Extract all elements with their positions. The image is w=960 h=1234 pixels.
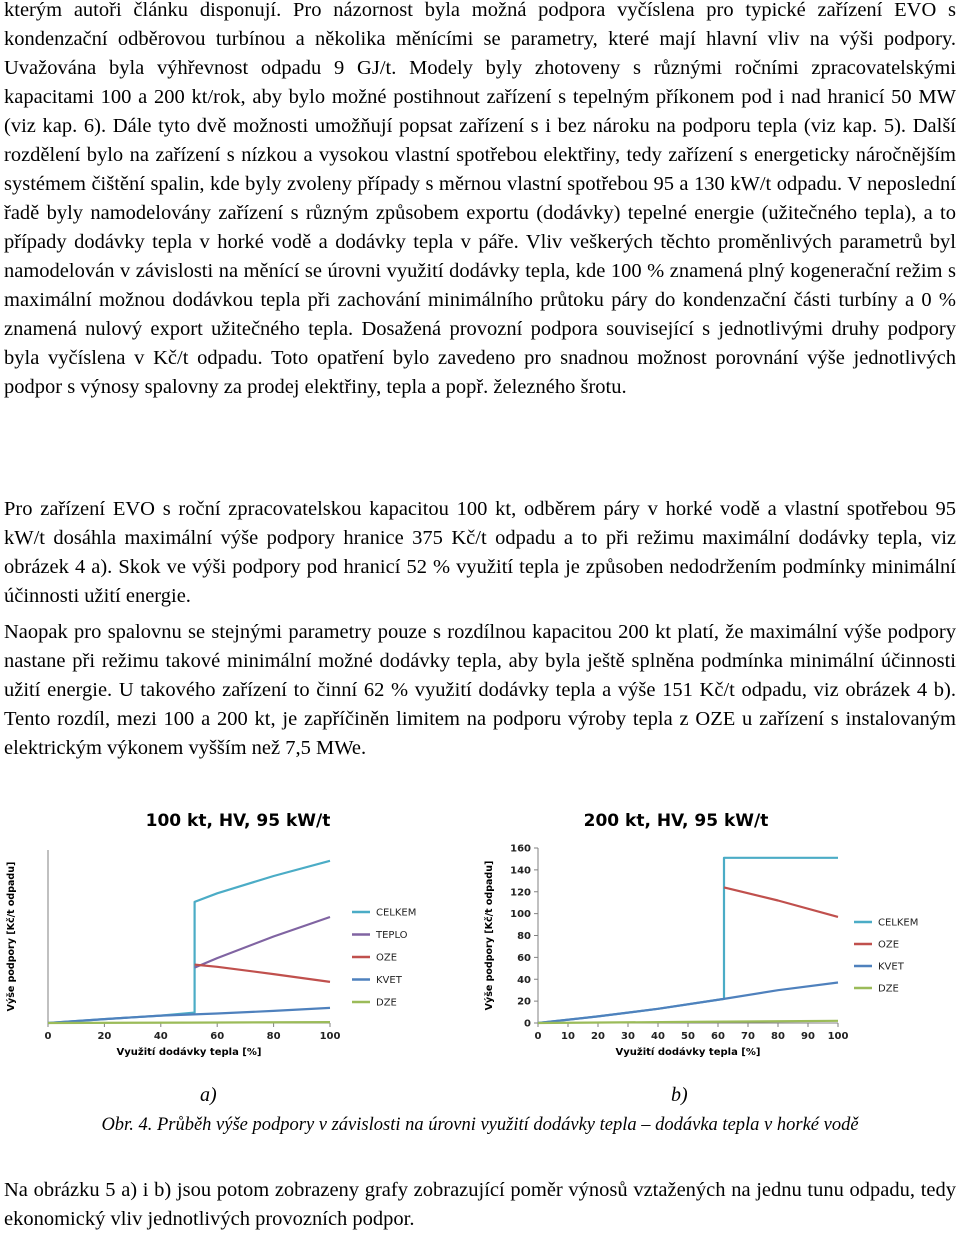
chart-100kt [0,802,417,1058]
chart-1-y-axis-label: Výše podpory [Kč/t odpadu] [484,860,495,1011]
chart-1-series-celkem [538,858,838,1023]
chart-1-title: 200 kt, HV, 95 kW/t [583,811,769,831]
chart-0-x-tick-label: 40 [153,1031,168,1042]
chart-0-legend-label-kvet: KVET [376,975,402,986]
chart-0-series-celkem [48,861,330,1023]
paragraph-200kt: Naopak pro spalovnu se stejnými parametry pouze s rozdílnou kapacitou 200 kt platí, že maximální výše podpory nastane při režimu takové minimální možné dodávky tepla, aby byla ještě splněna podmínka minimální účinnosti užití energie. U takového zařízení to činní 62 % využití dodávky tepla a výše 151 Kč/t odpadu, viz obrázek 4 b). Tento rozdíl, mezi 100 a 200 kt, je zapříčiněn limitem na podporu výroby tepla z OZE u zařízení s instalovaným elektrickým výkonem vyšším než 7,5 MWe. [4,621,956,759]
chart-1-x-tick-label: 0 [534,1031,542,1042]
chart-1-series-oze [724,887,838,917]
chart-1-legend-label-celkem: CELKEM [878,917,919,929]
chart-0-legend-label-dze: DZE [376,997,397,1009]
paragraph-models: kterým autoři článku disponují. Pro názornost byla možná podpora vyčíslena pro typické zařízení EVO s kondenzační odběrovou turbínou a několika měnícími se parametry, které mají hlavní vliv na výši podpory. Uvažována byla výhřevnost odpadu 9 GJ/t. Modely byly zhotoveny s různými ročními zpracovatelskými kapacitami 100 a 200 kt/rok, aby bylo možné postihnout zařízení s tepelným příkonem pod i nad hranicí 50 MW (viz kap. 6). Dále tyto dvě možnosti umožňují popsat zařízení s i bez nároku na podporu tepla (viz kap. 5). Další rozdělení bylo na zařízení s nízkou a vysokou vlastní spotřebou elektřiny, tedy zařízení s energeticky náročnějším systémem čištění spalin, kde byly zvoleny případy s měrnou vlastní spotřebou 95 a 130 kW/t odpadu. V neposlední řadě byly namodelovány zařízení s různým způsobem exportu (dodávky) tepelné energie (užitečného tepla), a to případy dodávky tepla v horké vodě a dodávky tepla v páře. Vliv veškerých těchto proměnlivých parametrů byl namodelován v závislosti na měnící se úrovni využití dodávky tepla, kde 100 % znamená plný kogenerační režim s maximální možnou dodávkou tepla při zachování minimálního průtoku páry do kondenzační části turbíny a 0 % znamená nulový export užitečného tepla. Dosažená provozní podpora související s jednotlivými druhy podpory byla vyčíslena v Kč/t odpadu. Toto opatření bylo zavedeno pro snadnou možnost porovnání výše jednotlivých podpor s výnosy spalovny za prodej elektřiny, tepla a popř. železného šrotu. [4,0,956,398]
chart-1-legend-label-oze: OZE [878,939,900,951]
subfigure-label-b: b) [671,1084,688,1106]
chart-1-x-tick-label: 50 [681,1031,695,1042]
chart-1-y-tick-label: 80 [517,931,531,942]
chart-1-series-kvet [538,983,838,1024]
chart-0-y-axis-label: Výše podpory [Kč/t odpadu] [6,861,17,1012]
paragraph-100kt: Pro zařízení EVO s roční zpracovatelskou kapacitou 100 kt, odběrem páry v horké vodě a vlastní spotřebou 95 kW/t dosáhla maximální výše podpory hranice 375 Kč/t odpadu a to při režimu maximální dodávky tepla, viz obrázek 4 a). Skok ve výši podpory pod hranicí 52 % využití tepla je způsoben nedodržením podmínky minimální účinnosti užití energie. [4,498,956,607]
chart-1-x-tick-label: 60 [711,1031,725,1042]
chart-1-legend-label-kvet: KVET [878,961,904,973]
chart-1-y-tick-label: 100 [510,909,531,921]
chart-1-y-tick-label: 20 [517,996,531,1008]
chart-0-x-axis-label: Využití dodávky tepla [%] [116,1047,262,1058]
chart-1-legend-label-dze: DZE [878,983,899,995]
chart-1-y-tick-label: 120 [510,887,531,899]
subfigure-label-a: a) [200,1084,217,1106]
chart-1-y-tick-label: 40 [517,974,531,986]
chart-1-x-tick-label: 40 [651,1031,665,1042]
chart-1-x-tick-label: 70 [741,1031,755,1042]
chart-100kt-svg [0,802,417,1058]
chart-1-x-tick-label: 20 [591,1031,605,1042]
chart-0-legend-label-teplo: TEPLO [376,930,408,941]
paragraph-figure5: Na obrázku 5 a) i b) jsou potom zobrazeny grafy zobrazující poměr výnosů vztažených na jednu tunu odpadu, tedy ekonomický vliv jednotlivých provozních podpor. [4,1179,956,1230]
chart-0-x-tick-label: 100 [319,1031,341,1042]
chart-1-y-tick-label: 160 [510,843,531,855]
chart-200kt [478,802,930,1058]
chart-0-legend-label-celkem: CELKEM [376,907,417,919]
chart-1-y-tick-label: 140 [510,865,531,877]
chart-1-x-axis-label: Využití dodávky tepla [%] [615,1047,761,1058]
chart-0-x-tick-label: 80 [266,1031,281,1042]
chart-0-legend-label-oze: OZE [376,952,398,964]
chart-1-x-tick-label: 10 [561,1031,575,1042]
chart-0-series-teplo [195,917,330,968]
chart-0-series-dze [48,1022,330,1023]
chart-1-x-tick-label: 90 [801,1031,815,1042]
chart-1-x-tick-label: 30 [621,1031,635,1042]
figure-caption: Obr. 4. Průběh výše podpory v závislosti na úrovni využití dodávky tepla – dodávka tepla v horké vodě [101,1115,859,1135]
chart-0-series-oze [195,965,330,982]
chart-0-x-tick-label: 20 [97,1031,112,1042]
chart-1-y-tick-label: 60 [517,952,531,964]
chart-0-title: 100 kt, HV, 95 kW/t [145,811,331,831]
chart-0-x-tick-label: 60 [210,1031,225,1042]
chart-1-x-tick-label: 100 [827,1031,849,1042]
chart-1-y-tick-label: 0 [524,1018,531,1030]
chart-200kt-svg [478,802,930,1058]
chart-0-series-kvet [48,1008,330,1023]
chart-1-x-tick-label: 80 [771,1031,785,1042]
chart-0-x-tick-label: 0 [44,1031,52,1042]
